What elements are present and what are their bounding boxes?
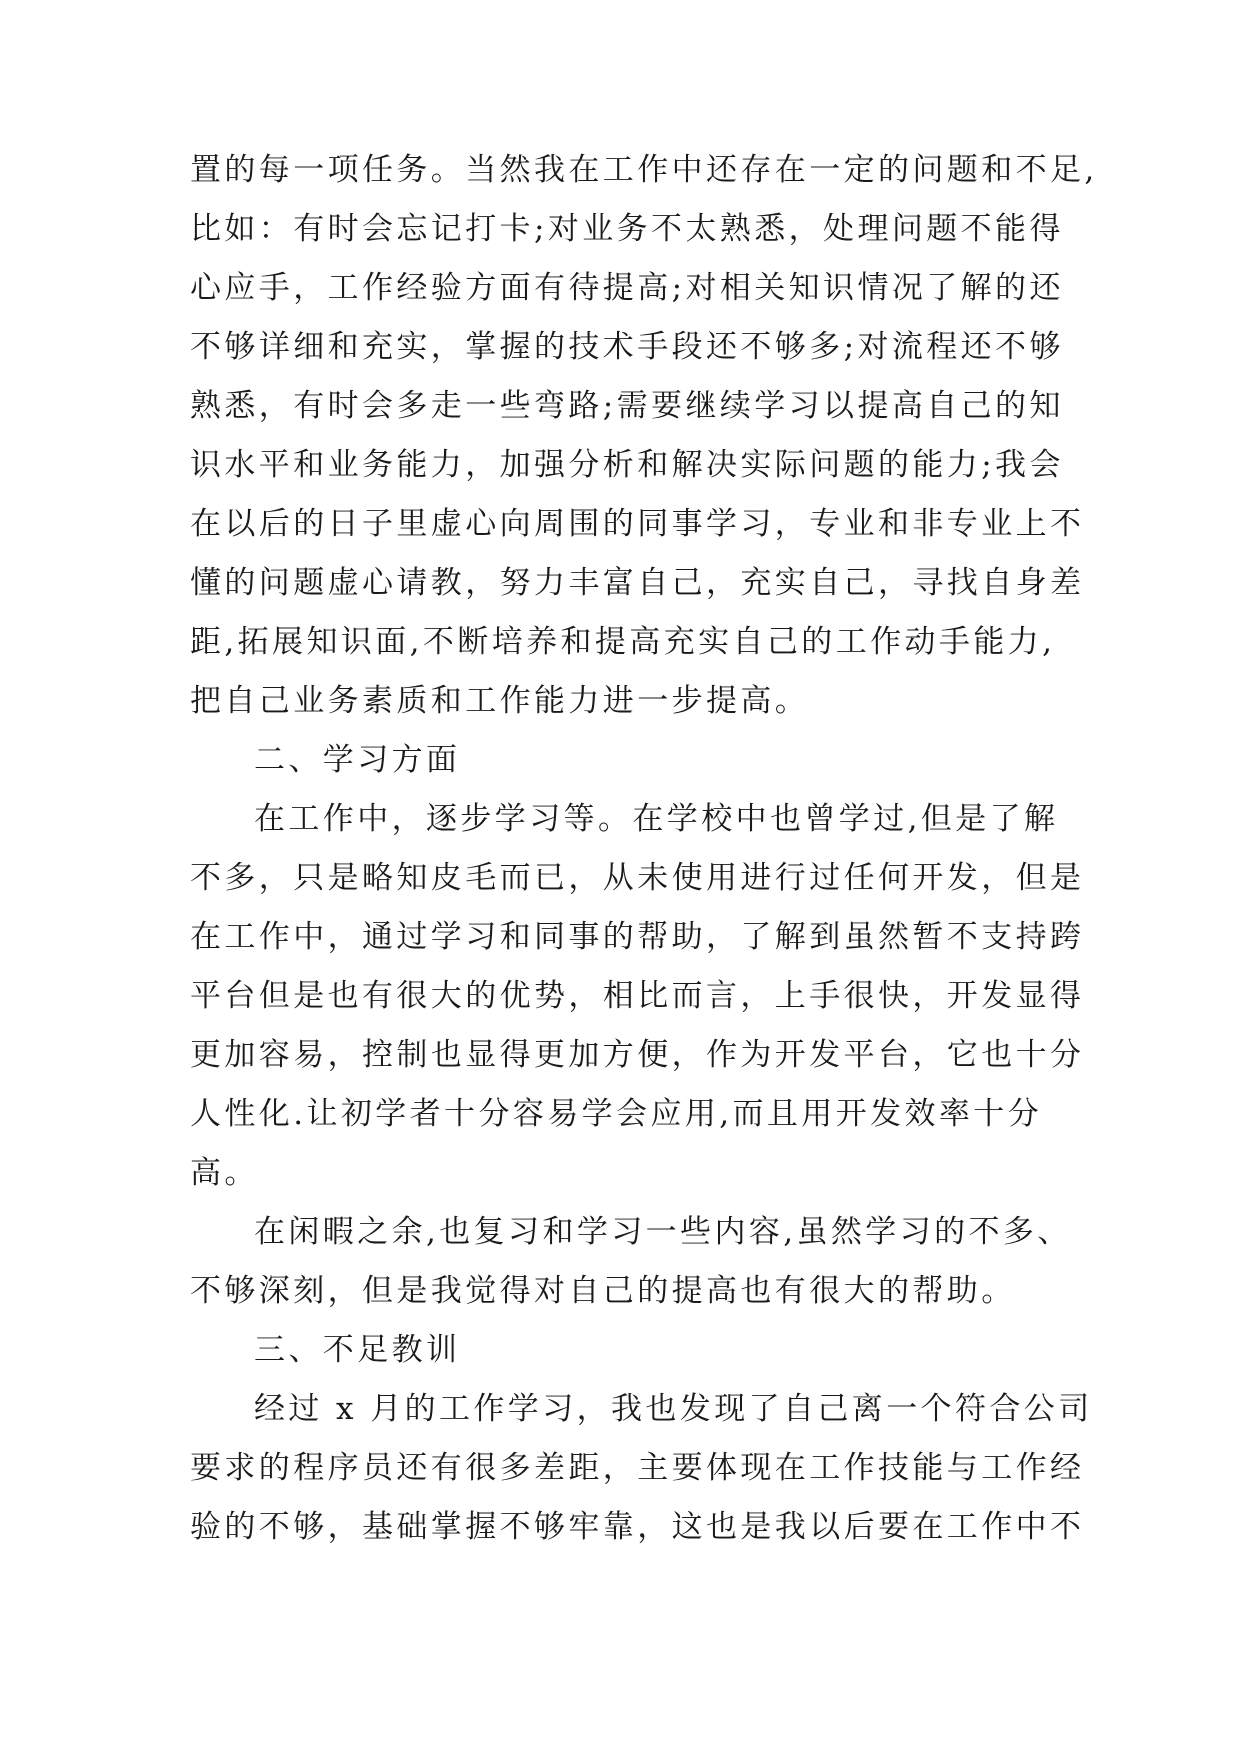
text-line: 懂的问题虚心请教，努力丰富自己，充实自己，寻找自身差 [190,565,1085,601]
text-line: 要求的程序员还有很多差距，主要体现在工作技能与工作经 [190,1450,1085,1486]
text-line: 更加容易，控制也显得更加方便，作为开发平台，它也十分 [190,1037,1085,1073]
text-line: 在工作中，通过学习和同事的帮助，了解到虽然暂不支持跨 [190,919,1085,955]
text-line: 置的每一项任务。当然我在工作中还存在一定的问题和不足, [190,152,1098,188]
text-line: 人性化.让初学者十分容易学会应用,而且用开发效率十分 [190,1096,1043,1132]
paragraph-first-line: 在闲暇之余,也复习和学习一些内容,虽然学习的不多、 [254,1214,1072,1250]
section-heading: 三、不足教训 [254,1332,461,1368]
text-line: 高。 [190,1155,259,1191]
paragraph-first-line: 经过 x 月的工作学习，我也发现了自己离一个符合公司 [254,1391,1093,1427]
paragraph-first-line: 在工作中，逐步学习等。在学校中也曾学过,但是了解 [254,801,1059,837]
text-line: 熟悉，有时会多走一些弯路;需要继续学习以提高自己的知 [190,388,1064,424]
section-heading: 二、学习方面 [254,742,461,778]
text-line: 验的不够，基础掌握不够牢靠，这也是我以后要在工作中不 [190,1509,1085,1545]
text-line: 心应手，工作经验方面有待提高;对相关知识情况了解的还 [190,270,1064,306]
text-line: 平台但是也有很大的优势，相比而言，上手很快，开发显得 [190,978,1085,1014]
text-line: 比如：有时会忘记打卡;对业务不太熟悉，处理问题不能得 [190,211,1064,247]
text-line: 把自己业务素质和工作能力进一步提高。 [190,683,810,719]
text-line: 在以后的日子里虚心向周围的同事学习，专业和非专业上不 [190,506,1085,542]
text-line: 不够深刻，但是我觉得对自己的提高也有很大的帮助。 [190,1273,1016,1309]
text-line: 不多，只是略知皮毛而已，从未使用进行过任何开发，但是 [190,860,1085,896]
text-line: 识水平和业务能力，加强分析和解决实际问题的能力;我会 [190,447,1064,483]
text-line: 不够详细和充实，掌握的技术手段还不够多;对流程还不够 [190,329,1064,365]
text-line: 距,拓展知识面,不断培养和提高充实自己的工作动手能力, [190,624,1056,660]
